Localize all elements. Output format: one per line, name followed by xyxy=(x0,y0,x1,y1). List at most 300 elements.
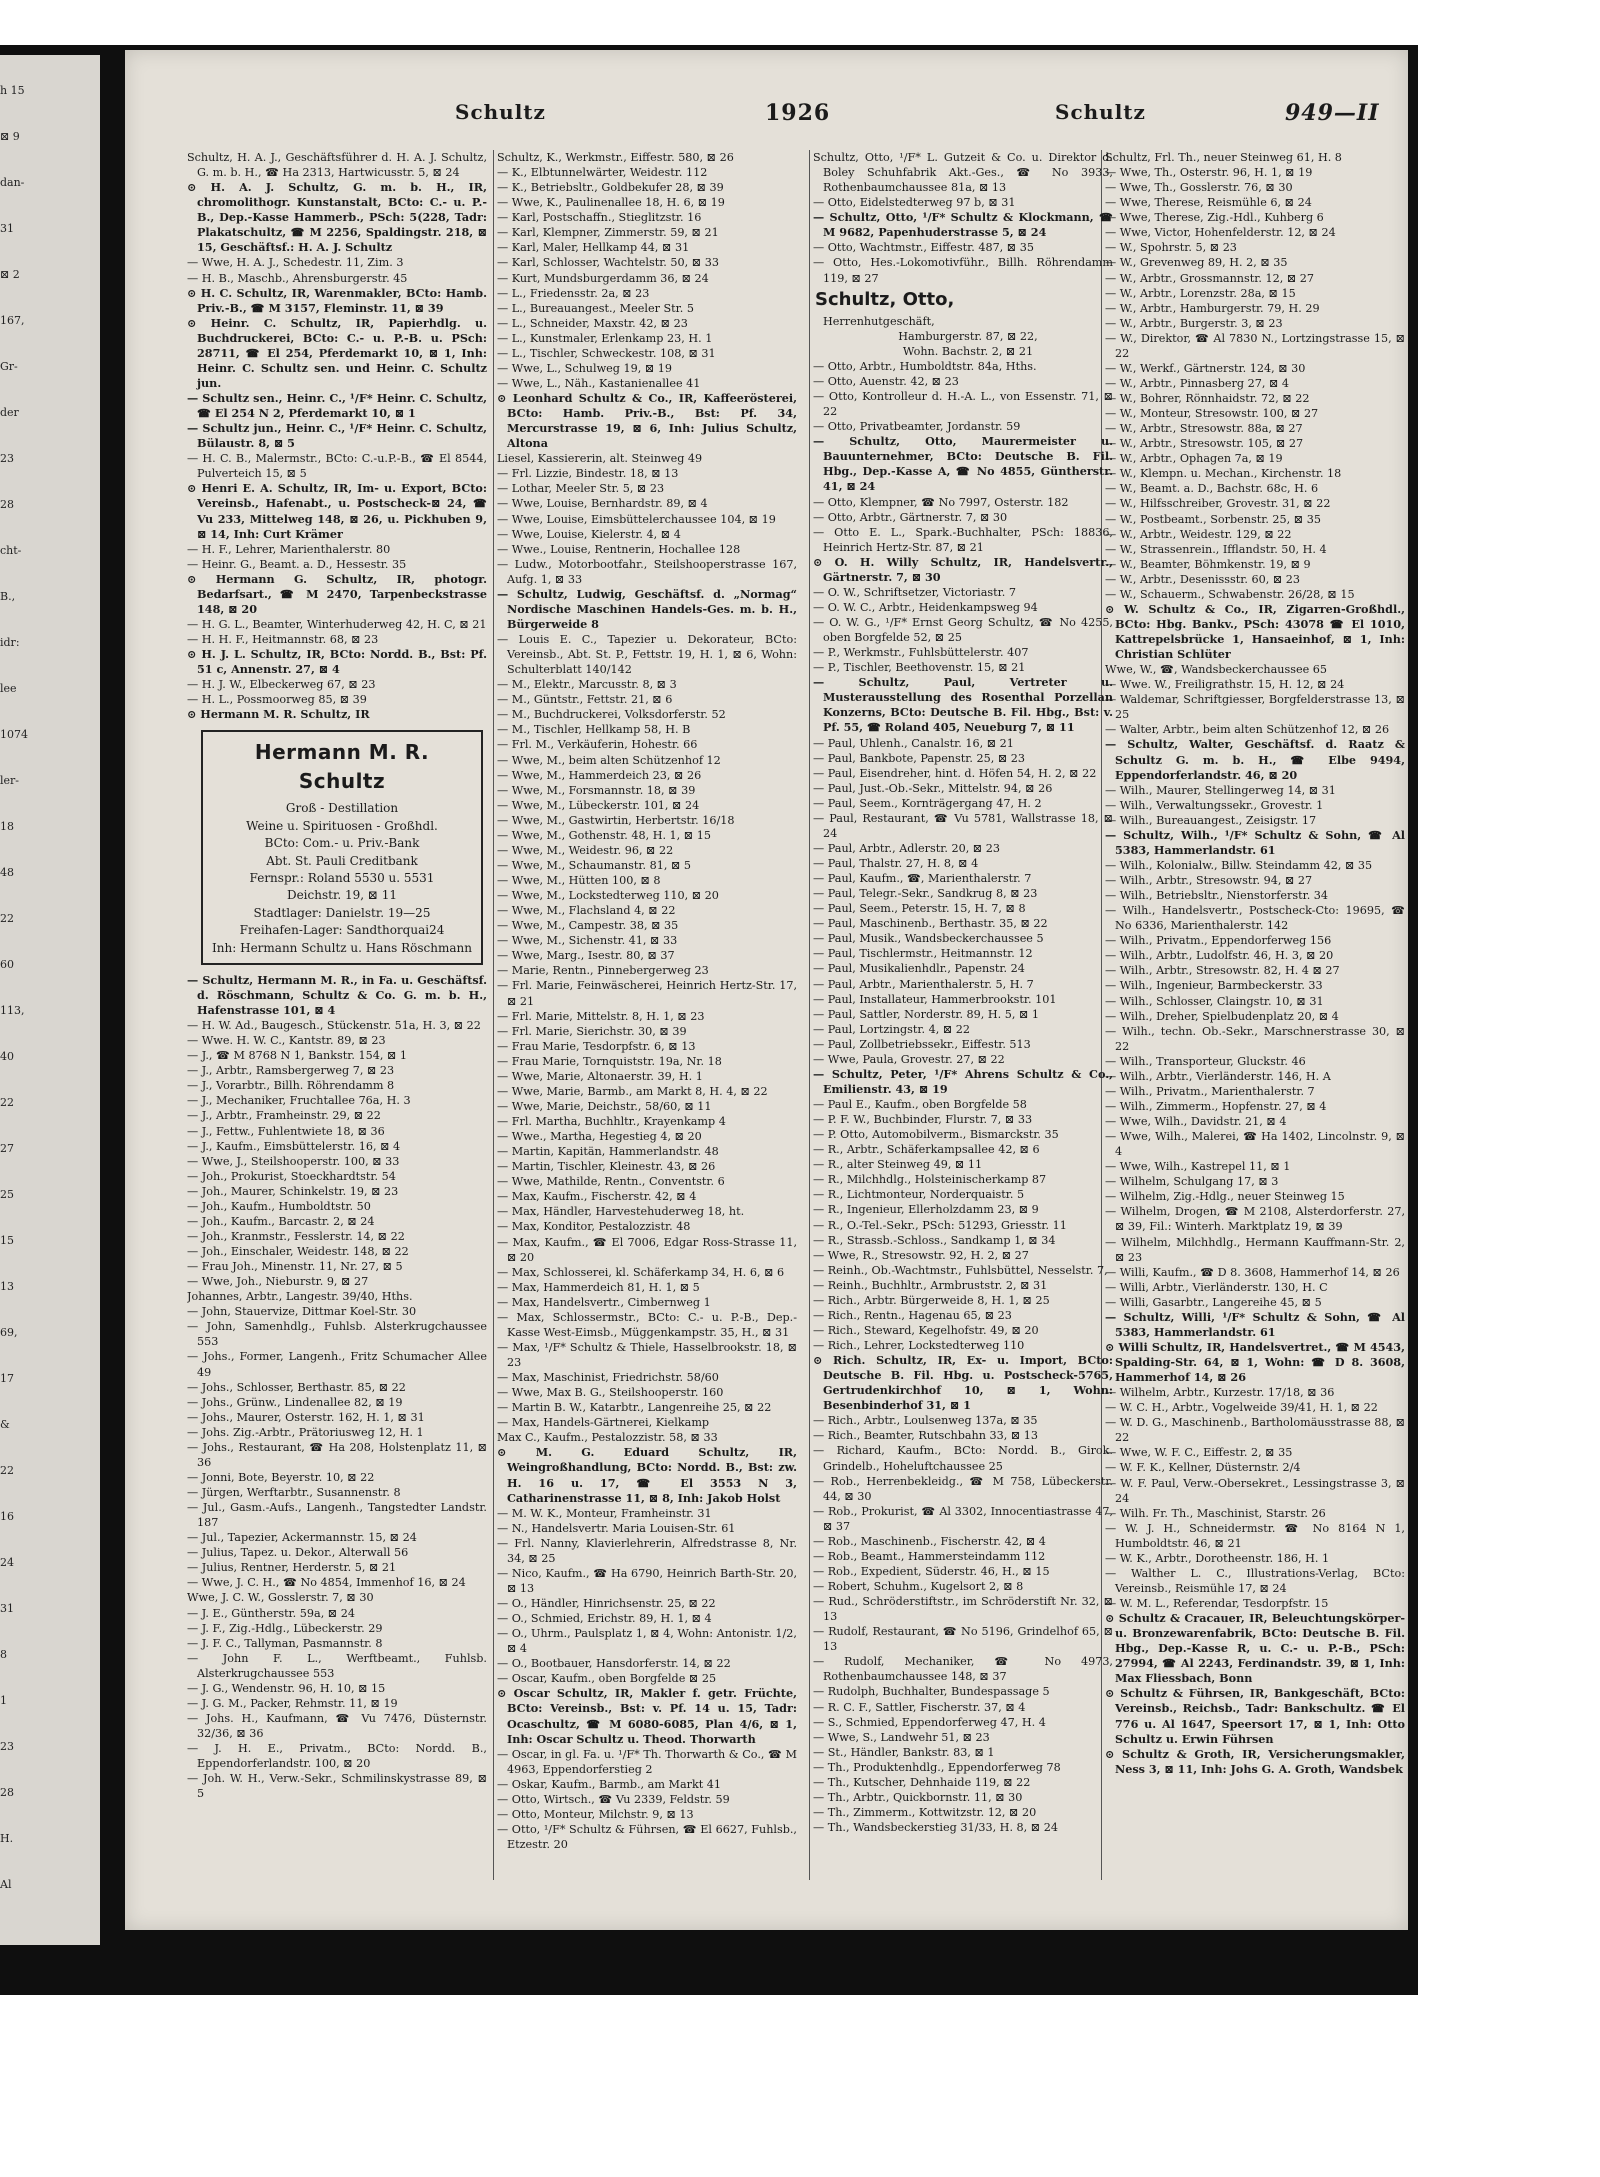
directory-entry: — Karl, Postschaffn., Stieglitzstr. 16 xyxy=(497,211,702,225)
previous-page-fragment: cht- xyxy=(0,544,22,557)
directory-entry: — Otto, Kontrolleur d. H.-A. L., von Essenstr. 71, ⊠ 22 xyxy=(813,390,1113,419)
directory-entry: — O., Uhrm., Paulsplatz 1, ⊠ 4, Wohn: Antonistr. 1/2, ⊠ 4 xyxy=(497,1627,797,1656)
previous-page-fragment: 69, xyxy=(0,1326,18,1339)
directory-entry: — P. Otto, Automobilverm., Bismarckstr. 35 xyxy=(813,1128,1059,1142)
directory-entry: — Rich., Lehrer, Lockstedterweg 110 xyxy=(813,1339,1025,1353)
directory-entry: — K., Betriebsltr., Goldbekufer 28, ⊠ 39 xyxy=(497,181,724,195)
directory-entry: — Wwe, Therese, Reismühle 6, ⊠ 24 xyxy=(1105,196,1312,210)
directory-entry: — W. M. L., Referendar, Tesdorpfstr. 15 xyxy=(1105,1597,1329,1610)
advertisement-line: Fernspr.: Roland 5530 u. 5531 xyxy=(249,870,435,885)
directory-entry: — Paul, Sattler, Norderstr. 89, H. 5, ⊠ 1 xyxy=(813,1007,1040,1021)
directory-entry: — Max, Schlossermstr., BCto: C.- u. P.-B., Dep.-Kasse West-Eimsb., Müggenkampstr. 35, H., ⊠ 31 xyxy=(497,1310,797,1339)
previous-page-edge xyxy=(0,55,100,1945)
directory-entry: — Willi, Arbtr., Vierländerstr. 130, H. C xyxy=(1105,1280,1328,1294)
previous-page-fragment: lee xyxy=(0,682,17,695)
directory-entry: — H. W. Ad., Baugesch., Stückenstr. 51a, H. 3, ⊠ 22 xyxy=(187,1019,481,1033)
directory-entry: — J., Arbtr., Ramsbergerweg 7, ⊠ 23 xyxy=(187,1064,395,1078)
advertisement-line: Freihafen-Lager: Sandthorquai24 xyxy=(239,923,445,938)
directory-entry: — W., Klempn. u. Mechan., Kirchenstr. 18 xyxy=(1105,467,1342,481)
directory-entry: — Wwe, M., Forsmannstr. 18, ⊠ 39 xyxy=(497,783,696,797)
directory-entry: — O. W. G., ¹/F* Ernst Georg Schultz, ☎ No 4255, oben Borgfelde 52, ⊠ 25 xyxy=(813,616,1113,645)
directory-entry: — Schultz, Paul, Vertreter u. Musterausstellung des Rosenthal Porzellan Konzerns, BCto: Deutsche B. Fil. Hbg., Bst: v. Pf. 55, ☎ Roland 405, Neueburg 7, ⊠ 11 xyxy=(813,675,1113,735)
directory-entry: — N., Handelsvertr. Maria Louisen-Str. 61 xyxy=(497,1521,736,1535)
directory-entry: — Paul, Arbtr., Adlerstr. 20, ⊠ 23 xyxy=(813,841,1000,855)
running-head-left: Schultz xyxy=(455,100,546,124)
directory-entry: — Frl. Lizzie, Bindestr. 18, ⊠ 13 xyxy=(497,467,679,481)
directory-entry: Max C., Kaufm., Pestalozzistr. 58, ⊠ 33 xyxy=(497,1431,718,1445)
directory-entry: — Jul., Tapezier, Ackermannstr. 15, ⊠ 24 xyxy=(187,1531,417,1545)
advertisement-line: Deichstr. 19, ⊠ 11 xyxy=(286,888,398,903)
directory-entry: — Julius, Tapez. u. Dekor., Alterwall 56 xyxy=(187,1546,409,1560)
advertisement-line: Stadtlager: Danielstr. 19—25 xyxy=(253,905,431,920)
directory-entry: — Paul, Thalstr. 27, H. 8, ⊠ 4 xyxy=(813,857,979,871)
display-entry-name: Schultz, Otto, xyxy=(815,288,955,310)
directory-entry: — W., Grevenweg 89, H. 2, ⊠ 35 xyxy=(1105,256,1288,270)
directory-entry: — John, Samenhdlg., Fuhlsb. Alsterkrugchaussee 553 xyxy=(187,1320,487,1349)
registered-firm-entry: ⊙ Schultz & Führsen, IR, Bankgeschäft, BCto: Vereinsb., Reichsb., Tadr: Bankschultz. ☎ El 776 u. Al 1647, Speersort 17, ⊠ 1, Inh: Otto Schultz u. Erwin Führsen xyxy=(1105,1686,1405,1746)
directory-entry: — Oscar, in gl. Fa. u. ¹/F* Th. Thorwarth & Co., ☎ M 4963, Eppendorferstieg 2 xyxy=(497,1747,797,1776)
directory-entry: — Paul, Musikalienhdlr., Papenstr. 24 xyxy=(813,962,1025,976)
registered-firm-entry: ⊙ Rich. Schultz, IR, Ex- u. Import, BCto: Deutsche B. Fil. Hbg. u. Postscheck-5765, Gertrudenkirchhof 10, ⊠ 1, Wohn: Besenbinderhof 31, ⊠ 1 xyxy=(813,1353,1113,1413)
directory-entry: — Wwe, M., Hütten 100, ⊠ 8 xyxy=(497,874,661,887)
directory-entry: — Wwe, Marie, Deichstr., 58/60, ⊠ 11 xyxy=(497,1099,712,1113)
registered-firm-entry: ⊙ Schultz & Cracauer, IR, Beleuchtungskörper- u. Bronzewarenfabrik, BCto: Deutsche B. Fil. Hbg., Dep.-Kasse R, u. C.- u. P.-B., PSch: 27994, ☎ Al 2243, Ferdinandstr. 39, ⊠ 1, Inh: Max Fliessbach, Bonn xyxy=(1105,1611,1405,1686)
directory-entry: — Wilh., Bureauangest., Zeisigstr. 17 xyxy=(1105,813,1317,827)
directory-entry: — John, Stauervize, Dittmar Koel-Str. 30 xyxy=(187,1305,417,1319)
registered-firm-entry: ⊙ W. Schultz & Co., IR, Zigarren-Großhdl., BCto: Hbg. Bankv., PSch: 43078 ☎ El 1010, Kattrepelsbrücke 1, Hansaeinhof, ⊠ 1, Inh: Christian Schlüter xyxy=(1105,602,1405,662)
directory-entry: — Max, Hammerdeich 81, H. 1, ⊠ 5 xyxy=(497,1280,700,1294)
directory-entry: — Joh., Kranmstr., Fesslerstr. 14, ⊠ 22 xyxy=(187,1229,405,1243)
directory-entry: — Rob., Maschinenb., Fischerstr. 42, ⊠ 4 xyxy=(813,1534,1046,1548)
directory-entry: — Frl. Marie, Feinwäscherei, Heinrich Hertz-Str. 17, ⊠ 21 xyxy=(497,979,797,1008)
directory-entry: — W. F. Paul, Verw.-Obersekret., Lessingstrasse 3, ⊠ 24 xyxy=(1105,1476,1405,1505)
directory-entry: — Oscar, Kaufm., oben Borgfelde ⊠ 25 xyxy=(497,1672,717,1686)
registered-firm-entry: ⊙ Leonhard Schultz & Co., IR, Kaffeerösterei, BCto: Hamb. Priv.-B., Bst: Pf. 34, Mercurstrasse 19, ⊠ 6, Inh: Julius Schultz, Altona xyxy=(497,391,797,451)
directory-entry: — W., Arbtr., Stresowstr. 105, ⊠ 27 xyxy=(1105,437,1304,451)
directory-entry: — Paul, Just.-Ob.-Sekr., Mittelstr. 94, ⊠ 26 xyxy=(813,781,1053,795)
directory-entry: — Wwe, Marg., Isestr. 80, ⊠ 37 xyxy=(497,949,675,963)
display-entry-line: Wohn. Bachstr. 2, ⊠ 21 xyxy=(902,344,1034,358)
directory-entry: — Frl. Martha, Buchhltr., Krayenkamp 4 xyxy=(497,1115,726,1128)
previous-page-fragment: Gr- xyxy=(0,360,18,373)
directory-entry: — J., Kaufm., Eimsbüttelerstr. 16, ⊠ 4 xyxy=(187,1139,401,1153)
directory-entry: — Schultz, Ludwig, Geschäftsf. d. „Normag“ Nordische Maschinen Handels-Ges. m. b. H., Bürgerweide 8 xyxy=(497,586,797,631)
directory-entry: — Wilh., Zimmerm., Hopfenstr. 27, ⊠ 4 xyxy=(1105,1099,1327,1113)
directory-entry: — Schultz, Walter, Geschäftsf. d. Raatz & Schultz G. m. b. H., ☎ Elbe 9494, Eppendorferlandstr. 46, ⊠ 20 xyxy=(1105,737,1405,782)
directory-entry: — Schultz jun., Heinr. C., ¹/F* Heinr. C. Schultz, Bülaustr. 8, ⊠ 5 xyxy=(187,421,487,451)
directory-entry: — R., Lichtmonteur, Norderquaistr. 5 xyxy=(813,1188,1025,1202)
directory-entry: — Walther L. C., Illustrations-Verlag, BCto: Vereinsb., Reismühle 17, ⊠ 24 xyxy=(1105,1566,1405,1595)
directory-entry: — Paul, Maschinenb., Berthastr. 35, ⊠ 22 xyxy=(813,917,1048,931)
directory-entry: — Jürgen, Werftarbtr., Susannenstr. 8 xyxy=(187,1486,401,1500)
advertisement-line: Abt. St. Pauli Creditbank xyxy=(266,853,418,868)
registered-firm-entry: ⊙ H. J. L. Schultz, IR, BCto: Nordd. B., Bst: Pf. 51 c, Annenstr. 27, ⊠ 4 xyxy=(187,647,487,677)
directory-entry: — Paul, Tischlermstr., Heitmannstr. 12 xyxy=(813,947,1033,961)
directory-entry: — Martin, Tischler, Kleinestr. 43, ⊠ 26 xyxy=(497,1160,716,1174)
previous-page-fragment: 23 xyxy=(0,452,14,465)
registered-firm-entry: ⊙ Oscar Schultz, IR, Makler f. getr. Früchte, BCto: Vereinsb., Bst: v. Pf. 14 u. 15, Tadr: Ocaschultz, ☎ M 6080-6085, Plan 4/6, ⊠ 1, Inh: Oscar Schultz u. Theod. Thorwarth xyxy=(497,1686,797,1746)
directory-entry: — R., alter Steinweg 49, ⊠ 11 xyxy=(813,1158,983,1172)
directory-entry: — W., Werkf., Gärtnerstr. 124, ⊠ 30 xyxy=(1105,361,1306,375)
directory-entry: — Wwe, K., Paulinenallee 18, H. 6, ⊠ 19 xyxy=(497,196,725,210)
directory-entry: — Wilh., Privatm., Marienthalerstr. 7 xyxy=(1105,1084,1315,1098)
directory-entry: — Otto, Arbtr., Humboldtstr. 84a, Hths. xyxy=(813,359,1037,373)
directory-entry: — M. W. K., Monteur, Framheinstr. 31 xyxy=(497,1506,712,1520)
directory-entry: — Wwe., Louise, Rentnerin, Hochallee 128 xyxy=(497,542,741,556)
previous-page-fragment: 24 xyxy=(0,1556,14,1569)
advertisement-line: Weine u. Spirituosen - Großhdl. xyxy=(246,818,438,833)
directory-entry: — Johs., Schlosser, Berthastr. 85, ⊠ 22 xyxy=(187,1380,406,1394)
directory-entry: — Wilhelm, Schulgang 17, ⊠ 3 xyxy=(1105,1175,1279,1189)
directory-entry: — W., Monteur, Stresowstr. 100, ⊠ 27 xyxy=(1105,407,1319,421)
directory-entry: — R., Ingenieur, Ellerholzdamm 23, ⊠ 9 xyxy=(813,1203,1039,1217)
previous-page-fragment: 27 xyxy=(0,1142,14,1155)
directory-entry: — Wwe, Wilh., Davidstr. 21, ⊠ 4 xyxy=(1105,1115,1287,1128)
previous-page-fragment: 22 xyxy=(0,1096,14,1109)
directory-entry: — Wwe, J. C. H., ☎ No 4854, Immenhof 16, ⊠ 24 xyxy=(187,1576,466,1590)
directory-entry: — W. J. H., Schneidermstr. ☎ No 8164 N 1, Humboldtstr. 46, ⊠ 21 xyxy=(1105,1521,1405,1550)
directory-entry: — R. C. F., Sattler, Fischerstr. 37, ⊠ 4 xyxy=(813,1700,1026,1714)
directory-entry: — M., Buchdruckerei, Volksdorferstr. 52 xyxy=(497,708,726,722)
directory-entry: — Wwe, Th., Gosslerstr. 76, ⊠ 30 xyxy=(1105,181,1293,195)
directory-entry: — Wilh., Arbtr., Ludolfstr. 46, H. 3, ⊠ 20 xyxy=(1105,949,1334,963)
advertisement-line: Groß - Destillation xyxy=(285,801,399,816)
directory-entry: — Frl. M., Verkäuferin, Hohestr. 66 xyxy=(497,738,698,752)
directory-entry: — Th., Kutscher, Dehnhaide 119, ⊠ 22 xyxy=(813,1775,1031,1789)
directory-entry: — Wwe, Marie, Altonaerstr. 39, H. 1 xyxy=(497,1069,703,1083)
directory-entry: — W., Arbtr., Lorenzstr. 28a, ⊠ 15 xyxy=(1105,286,1296,300)
directory-entry: — Rud., Schröderstiftstr., im Schröderstift Nr. 32, ⊠ 13 xyxy=(813,1595,1113,1624)
previous-page-fragment: 40 xyxy=(0,1050,14,1063)
directory-entry: — Schultz, Wilh., ¹/F* Schultz & Sohn, ☎ Al 5383, Hammerlandstr. 61 xyxy=(1105,827,1405,857)
directory-entry: Schultz, H. A. J., Geschäftsführer d. H. A. J. Schultz, G. m. b. H., ☎ Ha 2313, Hartwicusstr. 5, ⊠ 24 xyxy=(187,151,487,180)
directory-entry: — O., Schmied, Erichstr. 89, H. 1, ⊠ 4 xyxy=(497,1612,712,1626)
directory-entry: — Nico, Kaufm., ☎ Ha 6790, Heinrich Barth-Str. 20, ⊠ 13 xyxy=(497,1566,797,1595)
directory-entry: — M., Güntstr., Fettstr. 21, ⊠ 6 xyxy=(497,693,673,707)
directory-entry: — Heinr. G., Beamt. a. D., Hessestr. 35 xyxy=(187,557,407,571)
running-head-right: Schultz xyxy=(1055,100,1146,124)
page-header xyxy=(125,100,1408,134)
directory-entry: — H. J. W., Elbeckerweg 67, ⊠ 23 xyxy=(187,678,376,692)
directory-entry: — Max, Schlosserei, kl. Schäferkamp 34, H. 6, ⊠ 6 xyxy=(497,1265,785,1279)
previous-page-fragment: 18 xyxy=(0,820,14,833)
directory-entry: — Wwe, M., Gothenstr. 48, H. 1, ⊠ 15 xyxy=(497,828,711,842)
directory-entry: — Th., Produktenhdlg., Eppendorferweg 78 xyxy=(813,1760,1061,1774)
directory-entry: — Max, Konditor, Pestalozzistr. 48 xyxy=(497,1220,691,1234)
registered-firm-entry: ⊙ Schultz & Groth, IR, Versicherungsmakler, Ness 3, ⊠ 11, Inh: Johs G. A. Groth, Wandsbek xyxy=(1105,1747,1405,1777)
directory-entry: — Rich., Steward, Kegelhofstr. 49, ⊠ 20 xyxy=(813,1323,1039,1337)
directory-entry: — Wwe, Victor, Hohenfelderstr. 12, ⊠ 24 xyxy=(1105,226,1336,240)
directory-entry: — Th., Zimmerm., Kottwitzstr. 12, ⊠ 20 xyxy=(813,1805,1037,1819)
registered-firm-entry: ⊙ Henri E. A. Schultz, IR, Im- u. Export, BCto: Vereinsb., Hafenabt., u. Postscheck-⊠ 24, ☎ Vu 233, Mittelweg 148, ⊠ 26, u. Pickhuben 9, ⊠ 14, Inh: Curt Krämer xyxy=(187,481,487,541)
directory-entry: — Johs., Former, Langenh., Fritz Schumacher Allee 49 xyxy=(187,1350,487,1379)
directory-entry: — Paul, Eisendreher, hint. d. Höfen 54, H. 2, ⊠ 22 xyxy=(813,766,1097,780)
previous-page-fragment: H. xyxy=(0,1832,14,1845)
directory-entry: — Otto, Klempner, ☎ No 7997, Osterstr. 182 xyxy=(813,495,1069,509)
previous-page-fragment: & xyxy=(0,1418,10,1431)
directory-entry: — P., Tischler, Beethovenstr. 15, ⊠ 21 xyxy=(813,661,1026,675)
directory-entry: — Paul, Seem., Kornträgergang 47, H. 2 xyxy=(813,796,1042,810)
directory-entry: — W., Beamter, Böhmkenstr. 19, ⊠ 9 xyxy=(1105,557,1311,571)
directory-entry: Johannes, Arbtr., Langestr. 39/40, Hths. xyxy=(187,1290,413,1304)
directory-entry: — Wwe, Wilh., Malerei, ☎ Ha 1402, Lincolnstr. 9, ⊠ 4 xyxy=(1105,1130,1405,1159)
directory-entry: — Wilh., Transporteur, Gluckstr. 46 xyxy=(1105,1054,1306,1068)
directory-entry: — Wwe, L., Näh., Kastanienallee 41 xyxy=(497,376,701,390)
directory-entry: — P. F. W., Buchbinder, Flurstr. 7, ⊠ 33 xyxy=(813,1113,1033,1127)
directory-entry: — J., Fettw., Fuhlentwiete 18, ⊠ 36 xyxy=(187,1124,385,1138)
directory-entry: — Rich., Arbtr. Bürgerweide 8, H. 1, ⊠ 25 xyxy=(813,1293,1050,1307)
directory-entry: — Th., Arbtr., Quickbornstr. 11, ⊠ 30 xyxy=(813,1790,1023,1804)
directory-entry: — St., Händler, Bankstr. 83, ⊠ 1 xyxy=(813,1745,995,1759)
advertisement-box xyxy=(201,730,483,965)
page-number: 949—II xyxy=(1285,100,1380,126)
directory-entry: — Otto, Monteur, Milchstr. 9, ⊠ 13 xyxy=(497,1807,694,1821)
registered-firm-entry: ⊙ H. C. Schultz, IR, Warenmakler, BCto: Hamb. Priv.-B., ☎ M 3157, Fleminstr. 11, ⊠ 39 xyxy=(187,286,487,316)
year-heading: 1926 xyxy=(765,100,831,126)
directory-entry: — Otto, Arbtr., Gärtnerstr. 7, ⊠ 30 xyxy=(813,510,1008,524)
display-entry-line: Hamburgerstr. 87, ⊠ 22, xyxy=(898,329,1038,343)
directory-entry: — L., Kunstmaler, Erlenkamp 23, H. 1 xyxy=(497,331,713,345)
directory-entry: — W., Arbtr., Desenissstr. 60, ⊠ 23 xyxy=(1105,572,1301,586)
directory-entry: — J. E., Güntherstr. 59a, ⊠ 24 xyxy=(187,1606,355,1620)
registered-firm-entry: ⊙ Heinr. C. Schultz, IR, Papierhdlg. u. Buchdruckerei, BCto: C.- u. P.-B. u. PSch: 28711, ☎ El 254, Pferdemarkt 10, ⊠ 1, Inh: Heinr. C. Schultz sen. und Heinr. C. Schultz jun. xyxy=(187,316,487,391)
directory-entry: — Paul, Zollbetriebssekr., Eiffestr. 513 xyxy=(813,1037,1031,1051)
directory-entry: — Max, Handelsvertr., Cimbernweg 1 xyxy=(497,1295,711,1309)
directory-entry: — W., Arbtr., Weidestr. 129, ⊠ 22 xyxy=(1105,527,1292,541)
directory-entry: — W., Hilfsschreiber, Grovestr. 31, ⊠ 22 xyxy=(1105,497,1331,511)
directory-entry: — J., Vorarbtr., Billh. Röhrendamm 8 xyxy=(187,1079,395,1093)
directory-entry: — Paul, Uhlenh., Canalstr. 16, ⊠ 21 xyxy=(813,736,1014,750)
directory-entry: — Otto, Hes.-Lokomotivführ., Billh. Röhrendamm 119, ⊠ 27 xyxy=(813,256,1113,285)
directory-entry: — W., Arbtr., Pinnasberg 27, ⊠ 4 xyxy=(1105,376,1289,390)
directory-entry: — Frl. Marie, Sierichstr. 30, ⊠ 39 xyxy=(497,1024,687,1038)
directory-entry: — Wilh., Privatm., Eppendorferweg 156 xyxy=(1105,934,1332,948)
directory-entry: — W., Bohrer, Rönnhaidstr. 72, ⊠ 22 xyxy=(1105,392,1310,405)
directory-entry: — H. B., Maschb., Ahrensburgerstr. 45 xyxy=(187,271,408,285)
directory-entry: — Otto, ¹/F* Schultz & Führsen, ☎ El 6627, Fuhlsb., Etzestr. 20 xyxy=(497,1822,797,1851)
directory-entry: — W., Spohrstr. 5, ⊠ 23 xyxy=(1105,241,1237,255)
advertisement-title: Hermann M. R. Schultz xyxy=(254,740,430,794)
directory-entry: — Wilh., Verwaltungssekr., Grovestr. 1 xyxy=(1105,798,1324,812)
directory-entry: — Rob., Expedient, Süderstr. 46, H., ⊠ 15 xyxy=(813,1564,1050,1578)
directory-entry: — J. G. M., Packer, Rehmstr. 11, ⊠ 19 xyxy=(187,1696,398,1710)
directory-entry: — Otto, Wachtmstr., Eiffestr. 487, ⊠ 35 xyxy=(813,241,1034,255)
directory-entry: — R., Milchhdlg., Holsteinischerkamp 87 xyxy=(813,1173,1047,1187)
previous-page-fragment: ⊠ 9 xyxy=(0,130,20,143)
directory-entry: — Max, Händler, Harvestehuderweg 18, ht. xyxy=(497,1205,745,1219)
directory-entry: — O. W., Schriftsetzer, Victoriastr. 7 xyxy=(813,585,1017,599)
directory-entry: — Wwe, M., Campestr. 38, ⊠ 35 xyxy=(497,919,679,933)
directory-entry: — Max, Kaufm., ☎ El 7006, Edgar Ross-Strasse 11, ⊠ 20 xyxy=(497,1235,797,1264)
directory-entry: — W. K., Arbtr., Dorotheenstr. 186, H. 1 xyxy=(1105,1551,1330,1565)
directory-entry: — Rob., Herrenbekleidg., ☎ M 758, Lübeckerstr. 44, ⊠ 30 xyxy=(813,1474,1113,1503)
directory-entry: — Joh., Einschaler, Weidestr. 148, ⊠ 22 xyxy=(187,1245,409,1259)
directory-entry: — Wilhelm, Zig.-Hdlg., neuer Steinweg 15 xyxy=(1105,1190,1345,1204)
directory-entry: — Wwe. W., Freiligrathstr. 15, H. 12, ⊠ 24 xyxy=(1105,678,1345,692)
directory-entry: — Wwe, Louise, Bernhardstr. 89, ⊠ 4 xyxy=(497,497,708,511)
previous-page-fragment: 1074 xyxy=(0,728,28,741)
directory-entry: — Frau Joh., Minenstr. 11, Nr. 27, ⊠ 5 xyxy=(187,1260,403,1274)
directory-entry: — W., Arbtr., Hamburgerstr. 79, H. 29 xyxy=(1105,301,1320,315)
previous-page-fragment: 48 xyxy=(0,866,14,879)
directory-entry: — Wwe, Th., Osterstr. 96, H. 1, ⊠ 19 xyxy=(1105,166,1313,180)
previous-page-fragment: 22 xyxy=(0,1464,14,1477)
directory-entry: — Wwe, Therese, Zig.-Hdl., Kuhberg 6 xyxy=(1105,211,1324,225)
directory-entry: — Wwe., Martha, Hegestieg 4, ⊠ 20 xyxy=(497,1130,702,1144)
directory-entry: — Waldemar, Schriftgiesser, Borgfelderstrasse 13, ⊠ 25 xyxy=(1105,693,1405,722)
directory-entry: — Schultz, Peter, ¹/F* Ahrens Schultz & Co., Emilienstr. 43, ⊠ 19 xyxy=(813,1066,1113,1096)
directory-entry: — Walter, Arbtr., beim alten Schützenhof 12, ⊠ 26 xyxy=(1105,723,1390,737)
display-entry xyxy=(813,288,1113,359)
directory-entry: — Wilhelm, Milchhdlg., Hermann Kauffmann-Str. 2, ⊠ 23 xyxy=(1105,1235,1405,1264)
directory-entry: — Schultz, Otto, ¹/F* Schultz & Klockmann, ☎ M 9682, Papenhuderstrasse 5, ⊠ 24 xyxy=(813,210,1113,240)
directory-entry: — L., Schneider, Maxstr. 42, ⊠ 23 xyxy=(497,316,688,330)
directory-entry: — W., Arbtr., Grossmannstr. 12, ⊠ 27 xyxy=(1105,271,1314,285)
directory-entry: — J., Arbtr., Framheinstr. 29, ⊠ 22 xyxy=(187,1109,381,1123)
directory-entry: — Willi, Gasarbtr., Langereihe 45, ⊠ 5 xyxy=(1105,1295,1322,1309)
previous-page-fragment: B., xyxy=(0,590,16,603)
directory-entry: — J., Mechaniker, Fruchtallee 76a, H. 3 xyxy=(187,1094,411,1108)
previous-page-fragment: 60 xyxy=(0,958,14,971)
column-rule xyxy=(809,150,810,1880)
directory-entry: — Jonni, Bote, Beyerstr. 10, ⊠ 22 xyxy=(187,1470,375,1484)
directory-entry: — Johs., Grünw., Lindenallee 82, ⊠ 19 xyxy=(187,1395,403,1409)
directory-entry: — J. F. C., Tallyman, Pasmannstr. 8 xyxy=(187,1636,383,1650)
column-4 xyxy=(1105,150,1405,1880)
previous-page-fragment: 28 xyxy=(0,1786,14,1799)
directory-entry: — Johs., Maurer, Osterstr. 162, H. 1, ⊠ 31 xyxy=(187,1410,425,1424)
directory-entry: — Paul, Arbtr., Marienthalerstr. 5, H. 7 xyxy=(813,977,1034,991)
directory-entry: — Wilhelm, Arbtr., Kurzestr. 17/18, ⊠ 36 xyxy=(1105,1386,1335,1400)
previous-page-fragment: h 15 xyxy=(0,84,25,97)
directory-entry: — Johs. H., Kaufmann, ☎ Vu 7476, Düsternstr. 32/36, ⊠ 36 xyxy=(187,1711,487,1741)
directory-entry: — S., Schmied, Eppendorferweg 47, H. 4 xyxy=(813,1715,1046,1729)
directory-entry: — K., Elbtunnelwärter, Weidestr. 112 xyxy=(497,166,708,180)
directory-entry: — Reinh., Ob.-Wachtmstr., Fuhlsbüttel, Nesselstr. 7, xyxy=(813,1263,1108,1277)
directory-entry: — Paul, Telegr.-Sekr., Sandkrug 8, ⊠ 23 xyxy=(813,887,1038,901)
previous-page-fragment: 1 xyxy=(0,1694,7,1707)
directory-page xyxy=(125,50,1408,1930)
directory-entry: — H. F., Lehrer, Marienthalerstr. 80 xyxy=(187,542,391,556)
directory-entry: — H. H. F., Heitmannstr. 68, ⊠ 23 xyxy=(187,633,379,646)
directory-entry: — Max, ¹/F* Schultz & Thiele, Hasselbrookstr. 18, ⊠ 23 xyxy=(497,1340,797,1369)
advertisement-line: Inh: Hermann Schultz u. Hans Röschmann xyxy=(212,940,472,955)
registered-firm-entry: ⊙ O. H. Willy Schultz, IR, Handelsvertr., Gärtnerstr. 7, ⊠ 30 xyxy=(813,555,1113,585)
directory-entry: — Rich., Arbtr., Loulsenweg 137a, ⊠ 35 xyxy=(813,1414,1038,1428)
directory-entry: — J., ☎ M 8768 N 1, Bankstr. 154, ⊠ 1 xyxy=(187,1049,407,1063)
registered-firm-entry: ⊙ M. G. Eduard Schultz, IR, Weingroßhandlung, BCto: Nordd. B., Bst: zw. H. 16 u. 17, ☎ El 3553 N 3, Catharinenstrasse 11, ⊠ 8, Inh: Jakob Holst xyxy=(497,1445,797,1505)
directory-entry: — Wwe, S., Landwehr 51, ⊠ 23 xyxy=(813,1730,990,1744)
directory-entry: — Karl, Schlosser, Wachtelstr. 50, ⊠ 33 xyxy=(497,256,719,270)
directory-entry: — W., Postbeamt., Sorbenstr. 25, ⊠ 35 xyxy=(1105,512,1321,526)
directory-entry: — John F. L., Werftbeamt., Fuhlsb. Alsterkrugchaussee 553 xyxy=(187,1651,487,1680)
directory-entry: — W., Arbtr., Ophagen 7a, ⊠ 19 xyxy=(1105,452,1283,466)
directory-entry: — P., Werkmstr., Fuhlsbüttelerstr. 407 xyxy=(813,646,1029,660)
directory-entry: — Ludw., Motorbootfahr., Steilshooperstrasse 167, Aufg. 1, ⊠ 33 xyxy=(497,557,797,586)
directory-entry: — Schultz, Otto, Maurermeister u. Bauunternehmer, BCto: Deutsche B. Fil. Hbg., Dep.-Kasse A, ☎ No 4855, Güntherstr. 41, ⊠ 24 xyxy=(813,434,1113,494)
registered-firm-entry: ⊙ Hermann G. Schultz, IR, photogr. Bedarfsart., ☎ M 2470, Tarpenbeckstrasse 148, ⊠ 20 xyxy=(187,572,487,617)
directory-entry: — Otto, Eidelstedterweg 97 b, ⊠ 31 xyxy=(813,196,1016,210)
directory-entry: — Joh., Prokurist, Stoeckhardtstr. 54 xyxy=(187,1169,396,1183)
directory-entry: — Richard, Kaufm., BCto: Nordd. B., Girok. Grindelb., Hoheluftchaussee 25 xyxy=(813,1444,1113,1473)
previous-page-fragment: 31 xyxy=(0,1602,14,1615)
directory-entry: — Wwe, M., Lockstedterweg 110, ⊠ 20 xyxy=(497,889,719,903)
previous-page-fragment: dan- xyxy=(0,176,25,189)
directory-entry: — Otto, Privatbeamter, Jordanstr. 59 xyxy=(813,420,1021,434)
directory-entry: — W., Arbtr., Stresowstr. 88a, ⊠ 27 xyxy=(1105,422,1303,436)
directory-entry: — W., Arbtr., Burgerstr. 3, ⊠ 23 xyxy=(1105,316,1283,330)
directory-entry: — J. H. E., Privatm., BCto: Nordd. B., Eppendorferlandstr. 100, ⊠ 20 xyxy=(187,1742,487,1771)
directory-entry: — Wilh., Arbtr., Vierländerstr. 146, H. A xyxy=(1105,1069,1331,1083)
directory-entry: — Max, Maschinist, Friedrichstr. 58/60 xyxy=(497,1371,719,1385)
directory-entry: — Th., Wandsbeckerstieg 31/33, H. 8, ⊠ 24 xyxy=(813,1821,1058,1835)
directory-entry: — Wilh., Schlosser, Claingstr. 10, ⊠ 31 xyxy=(1105,994,1324,1008)
directory-entry: — Rudolf, Mechaniker, ☎ No 4973, Rothenbaumchaussee 148, ⊠ 37 xyxy=(813,1655,1113,1684)
directory-entry: — Max, Kaufm., Fischerstr. 42, ⊠ 4 xyxy=(497,1190,697,1204)
directory-entry: Schultz, K., Werkmstr., Eiffestr. 580, ⊠ 26 xyxy=(497,151,734,164)
directory-entry: — Wilh., Betriebsltr., Nienstorferstr. 34 xyxy=(1105,889,1329,903)
directory-entry: — Marie, Rentn., Pinnebergerweg 23 xyxy=(497,964,709,978)
directory-entry: — Frau Marie, Tornquiststr. 19a, Nr. 18 xyxy=(497,1054,722,1068)
directory-entry: — Paul, Lortzingstr. 4, ⊠ 22 xyxy=(813,1022,971,1036)
directory-entry: — Schultz sen., Heinr. C., ¹/F* Heinr. C. Schultz, ☎ El 254 N 2, Pferdemarkt 10, ⊠ 1 xyxy=(187,391,487,421)
directory-entry: — Otto, Auenstr. 42, ⊠ 23 xyxy=(813,375,959,389)
directory-entry: — H. C. B., Malermstr., BCto: C.-u.P.-B., ☎ El 8544, Pulverteich 15, ⊠ 5 xyxy=(187,452,487,481)
directory-entry: — Wilh., Maurer, Stellingerweg 14, ⊠ 31 xyxy=(1105,783,1336,797)
directory-entry: — J. G., Wendenstr. 96, H. 10, ⊠ 15 xyxy=(187,1681,386,1695)
directory-entry: — Wwe, W. F. C., Eiffestr. 2, ⊠ 35 xyxy=(1105,1446,1293,1460)
directory-entry: — O. W. C., Arbtr., Heidenkampsweg 94 xyxy=(813,600,1038,614)
directory-entry: Wwe, J. C. W., Gosslerstr. 7, ⊠ 30 xyxy=(187,1591,374,1605)
directory-entry: — W. D. G., Maschinenb., Bartholomäusstrasse 88, ⊠ 22 xyxy=(1105,1416,1405,1445)
directory-entry: — Joh., Kaufm., Humboldtstr. 50 xyxy=(187,1199,371,1213)
previous-page-fragment: 15 xyxy=(0,1234,14,1247)
directory-entry: — L., Bureauangest., Meeler Str. 5 xyxy=(497,301,694,315)
column-2 xyxy=(497,150,797,1880)
directory-entry: — W. C. H., Arbtr., Vogelweide 39/41, H. 1, ⊠ 22 xyxy=(1105,1401,1378,1415)
directory-entry: — Lothar, Meeler Str. 5, ⊠ 23 xyxy=(497,482,665,496)
previous-page-fragment: Al xyxy=(0,1878,12,1891)
directory-entry: — Wilh., Handelsvertr., Postscheck-Cto: 19695, ☎ No 6336, Marienthalerstr. 142 xyxy=(1105,904,1405,933)
directory-entry: — Wwe, Marie, Barmb., am Markt 8, H. 4, ⊠ 22 xyxy=(497,1084,768,1098)
directory-entry: — Paul, Restaurant, ☎ Vu 5781, Wallstrasse 18, ⊠ 24 xyxy=(813,811,1113,840)
directory-entry: — Karl, Klempner, Zimmerstr. 59, ⊠ 21 xyxy=(497,226,719,240)
directory-entry: — Johs. Zig.-Arbtr., Prätoriusweg 12, H. 1 xyxy=(187,1425,424,1439)
previous-page-fragment: der xyxy=(0,406,19,419)
directory-entry: — Wwe, Louise, Eimsbüttelerchaussee 104, ⊠ 19 xyxy=(497,512,776,526)
previous-page-fragment: 28 xyxy=(0,498,14,511)
directory-entry: — Paul, Kaufm., ☎, Marienthalerstr. 7 xyxy=(813,872,1032,886)
directory-entry: — Wilh. Fr. Th., Maschinist, Starstr. 26 xyxy=(1105,1506,1326,1520)
directory-entry: — Wwe, M., Gastwirtin, Herbertstr. 16/18 xyxy=(497,813,735,827)
previous-page-fragment: 25 xyxy=(0,1188,14,1201)
directory-entry: — Wwe, H. A. J., Schedestr. 11, Zim. 3 xyxy=(187,256,404,270)
directory-entry: — Otto, Wirtsch., ☎ Vu 2339, Feldstr. 59 xyxy=(497,1792,730,1806)
directory-entry: — O., Händler, Hinrichsenstr. 25, ⊠ 22 xyxy=(497,1597,716,1610)
registered-firm-entry: ⊙ Hermann M. R. Schultz, IR xyxy=(187,707,487,722)
directory-entry: — Wwe, R., Stresowstr. 92, H. 2, ⊠ 27 xyxy=(813,1248,1029,1262)
directory-entry: — Rich., Beamter, Rutschbahn 33, ⊠ 13 xyxy=(813,1429,1038,1443)
directory-entry: — Paul, Bankbote, Papenstr. 25, ⊠ 23 xyxy=(813,751,1025,765)
directory-entry: — Wilh., Arbtr., Stresowstr. 94, ⊠ 27 xyxy=(1105,874,1313,887)
directory-entry: — Frl. Marie, Mittelstr. 8, H. 1, ⊠ 23 xyxy=(497,1009,705,1023)
directory-entry: — J. F., Zig.-Hdlg., Lübeckerstr. 29 xyxy=(187,1621,383,1635)
column-1 xyxy=(187,150,487,1880)
directory-entry: — Wilh., Dreher, Spielbudenplatz 20, ⊠ 4 xyxy=(1105,1009,1339,1023)
previous-page-fragment: ler- xyxy=(0,774,20,787)
directory-entry: — Wwe, M., Weidestr. 96, ⊠ 22 xyxy=(497,843,674,857)
directory-entry: — Kurt, Mundsburgerdamm 36, ⊠ 24 xyxy=(497,271,709,285)
